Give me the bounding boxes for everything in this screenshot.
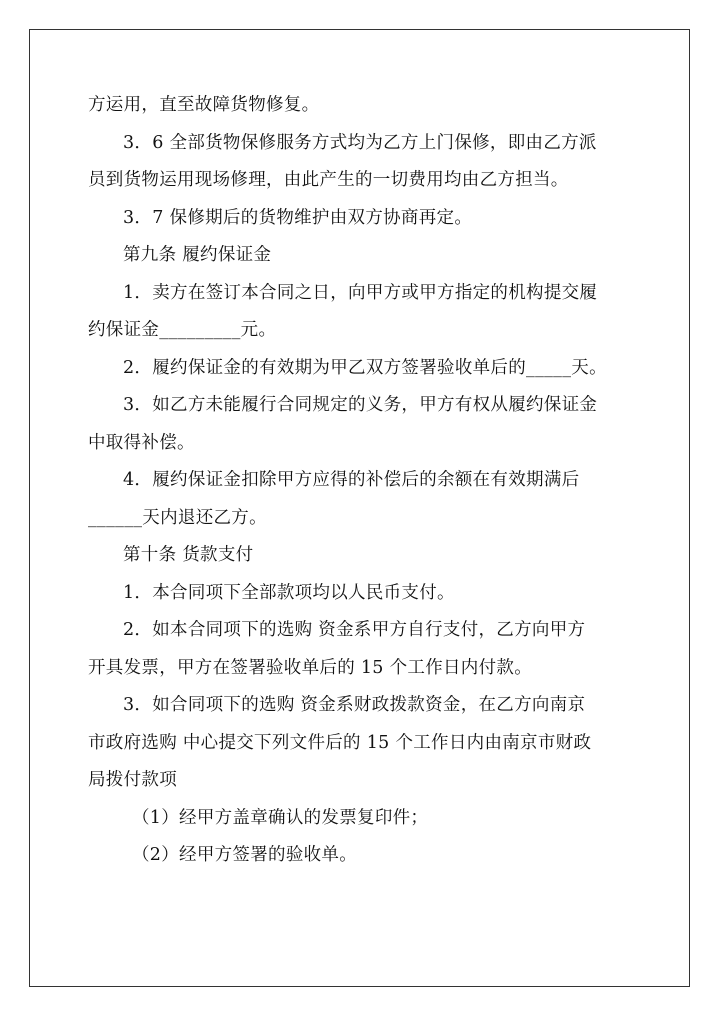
text-line: 员到货物运用现场修理，由此产生的一切费用均由乙方担当。 [88,170,569,190]
article-10-heading: 第十条 货款支付 [123,545,254,565]
clause-3-6: 3．6 全部货物保修服务方式均为乙方上门保修，即由乙方派 [123,132,597,153]
text-line: 方运用，直至故障货物修复。 [88,95,320,115]
clause-9-1: 1．卖方在签订本合同之日，向甲方或甲方指定的机构提交履 [123,282,598,303]
clause-9-3: 3．如乙方未能履行合同规定的义务，甲方有权从履约保证金 [123,395,598,415]
text-line: 局拨付款项 [88,770,177,790]
clause-9-4: 4．履约保证金扣除甲方应得的补偿后的余额在有效期满后 [123,470,580,490]
list-item-1: （1）经甲方盖章确认的发票复印件； [132,807,429,828]
text-line: 约保证金_________元。 [88,320,277,340]
clause-10-1: 1．本合同项下全部款项均以人民币支付。 [123,582,455,603]
text-line: 开具发票，甲方在签署验收单后的 15 个工作日内付款。 [88,657,532,678]
list-item-2: （2）经甲方签署的验收单。 [132,845,358,865]
text-line: ______天内退还乙方。 [88,507,267,528]
clause-10-3: 3．如合同项下的选购 资金系财政拨款资金，在乙方向南京 [123,695,586,715]
text-line: 市政府选购 中心提交下列文件后的 15 个工作日内由南京市财政 [88,732,592,753]
document-body [88,87,633,875]
article-9-heading: 第九条 履约保证金 [123,245,272,265]
text-line: 中取得补偿。 [88,432,195,453]
clause-10-2: 2．如本合同项下的选购 资金系甲方自行支付，乙方向甲方 [123,620,586,640]
clause-3-7: 3．7 保修期后的货物维护由双方协商再定。 [123,207,473,228]
clause-9-2: 2．履约保证金的有效期为甲乙双方签署验收单后的_____天。 [123,357,607,378]
